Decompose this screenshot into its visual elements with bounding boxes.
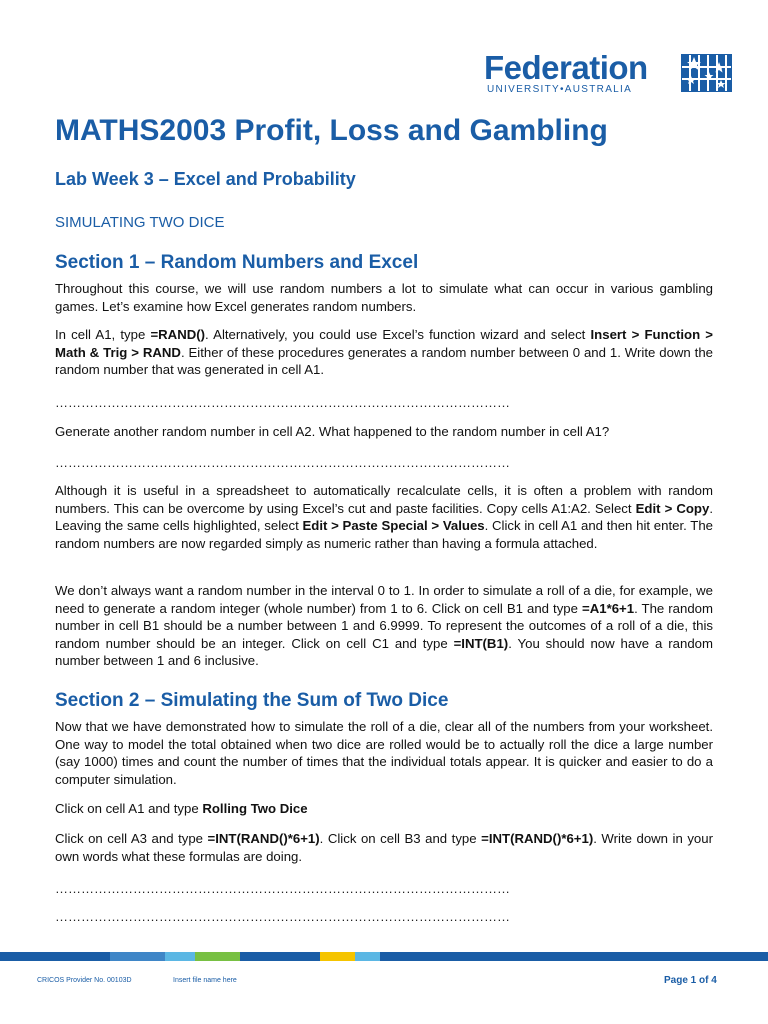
answer-line: …………………………………………………………………………………………… bbox=[55, 455, 510, 470]
page-number: Page 1 of 4 bbox=[664, 975, 717, 986]
stripe-segment bbox=[195, 952, 240, 961]
file-name-placeholder: Insert file name here bbox=[173, 977, 237, 984]
section1-paragraph-2: In cell A1, type =RAND(). Alternatively, you could use Excel’s function wizard and select Insert > Function > Math & Trig > RAND. Either of these procedures generates a random number between 0 and 1. Write down the random number that was generated in cell A1. bbox=[55, 327, 714, 378]
logo-wordmark: Federation bbox=[484, 49, 648, 86]
stripe-segment bbox=[440, 952, 768, 961]
cricos-number: CRICOS Provider No. 00103D bbox=[37, 977, 132, 984]
stripe-segment bbox=[0, 952, 70, 961]
answer-line: …………………………………………………………………………………………… bbox=[55, 909, 510, 924]
document-subtitle: Lab Week 3 – Excel and Probability bbox=[55, 169, 356, 189]
section2-heading: Section 2 – Simulating the Sum of Two Dice bbox=[55, 690, 449, 711]
section2-paragraph-3: Click on cell A3 and type =INT(RAND()*6+1). Click on cell B3 and type =INT(RAND()*6+1). Write down in your own words what these formulas are doing. bbox=[55, 831, 713, 864]
logo-subtitle: UNIVERSITY•AUSTRALIA bbox=[487, 84, 633, 95]
section1-paragraph-4: Although it is useful in a spreadsheet to automatically recalculate cells, it is often a problem with random numbers. This can be overcome by using Excel’s cut and paste facilities. Copy cells A1:A2. Select Edit > Copy. Leaving the same cells highlighted, select Edit > Paste Special > Values. Click in cell A1 and then hit enter. The random numbers are now regarded simply as numeric rather than having a formula attached. bbox=[55, 483, 713, 551]
section1-paragraph-1: Throughout this course, we will use random numbers a lot to simulate what can occur in various gambling games. Let’s examine how Excel generates random numbers. bbox=[55, 281, 713, 314]
stripe-segment bbox=[165, 952, 195, 961]
section1-paragraph-5: We don’t always want a random number in the interval 0 to 1. In order to simulate a roll of a die, for example, we need to generate a random integer (whole number) from 1 to 6. Click on cell B1 and type =A1*6+1. The random number in cell B1 should be a number between 1 and 6.9999. To represent the outcomes of a roll of a die, this random number should be an integer. Click on cell C1 and type =INT(B1). You should now have a random number between 1 and 6 inclusive. bbox=[55, 583, 714, 669]
section2-paragraph-2: Click on cell A1 and type Rolling Two Dice bbox=[55, 801, 308, 816]
stripe-segment bbox=[355, 952, 380, 961]
answer-line: …………………………………………………………………………………………… bbox=[55, 881, 510, 896]
stripe-segment bbox=[70, 952, 110, 961]
answer-line: …………………………………………………………………………………………… bbox=[55, 395, 510, 410]
topic-heading: SIMULATING TWO DICE bbox=[55, 214, 225, 231]
southern-cross-flag-icon bbox=[681, 54, 732, 92]
stripe-segment bbox=[240, 952, 320, 961]
section1-heading: Section 1 – Random Numbers and Excel bbox=[55, 252, 419, 273]
section1-paragraph-3: Generate another random number in cell A2. What happened to the random number in cell A1? bbox=[55, 424, 610, 439]
stripe-segment bbox=[320, 952, 355, 961]
section2-paragraph-1: Now that we have demonstrated how to simulate the roll of a die, clear all of the numbers from your worksheet. One way to model the total obtained when two dice are rolled would be to actually roll the dice a large number (say 1000) times and count the number of times that the individual totals appear. It is quicker and easier to do a computer simulation. bbox=[55, 719, 713, 787]
footer-color-stripe bbox=[0, 952, 768, 961]
document-title: MATHS2003 Profit, Loss and Gambling bbox=[55, 114, 608, 147]
stripe-segment bbox=[380, 952, 440, 961]
stripe-segment bbox=[110, 952, 165, 961]
federation-logo bbox=[484, 50, 734, 98]
